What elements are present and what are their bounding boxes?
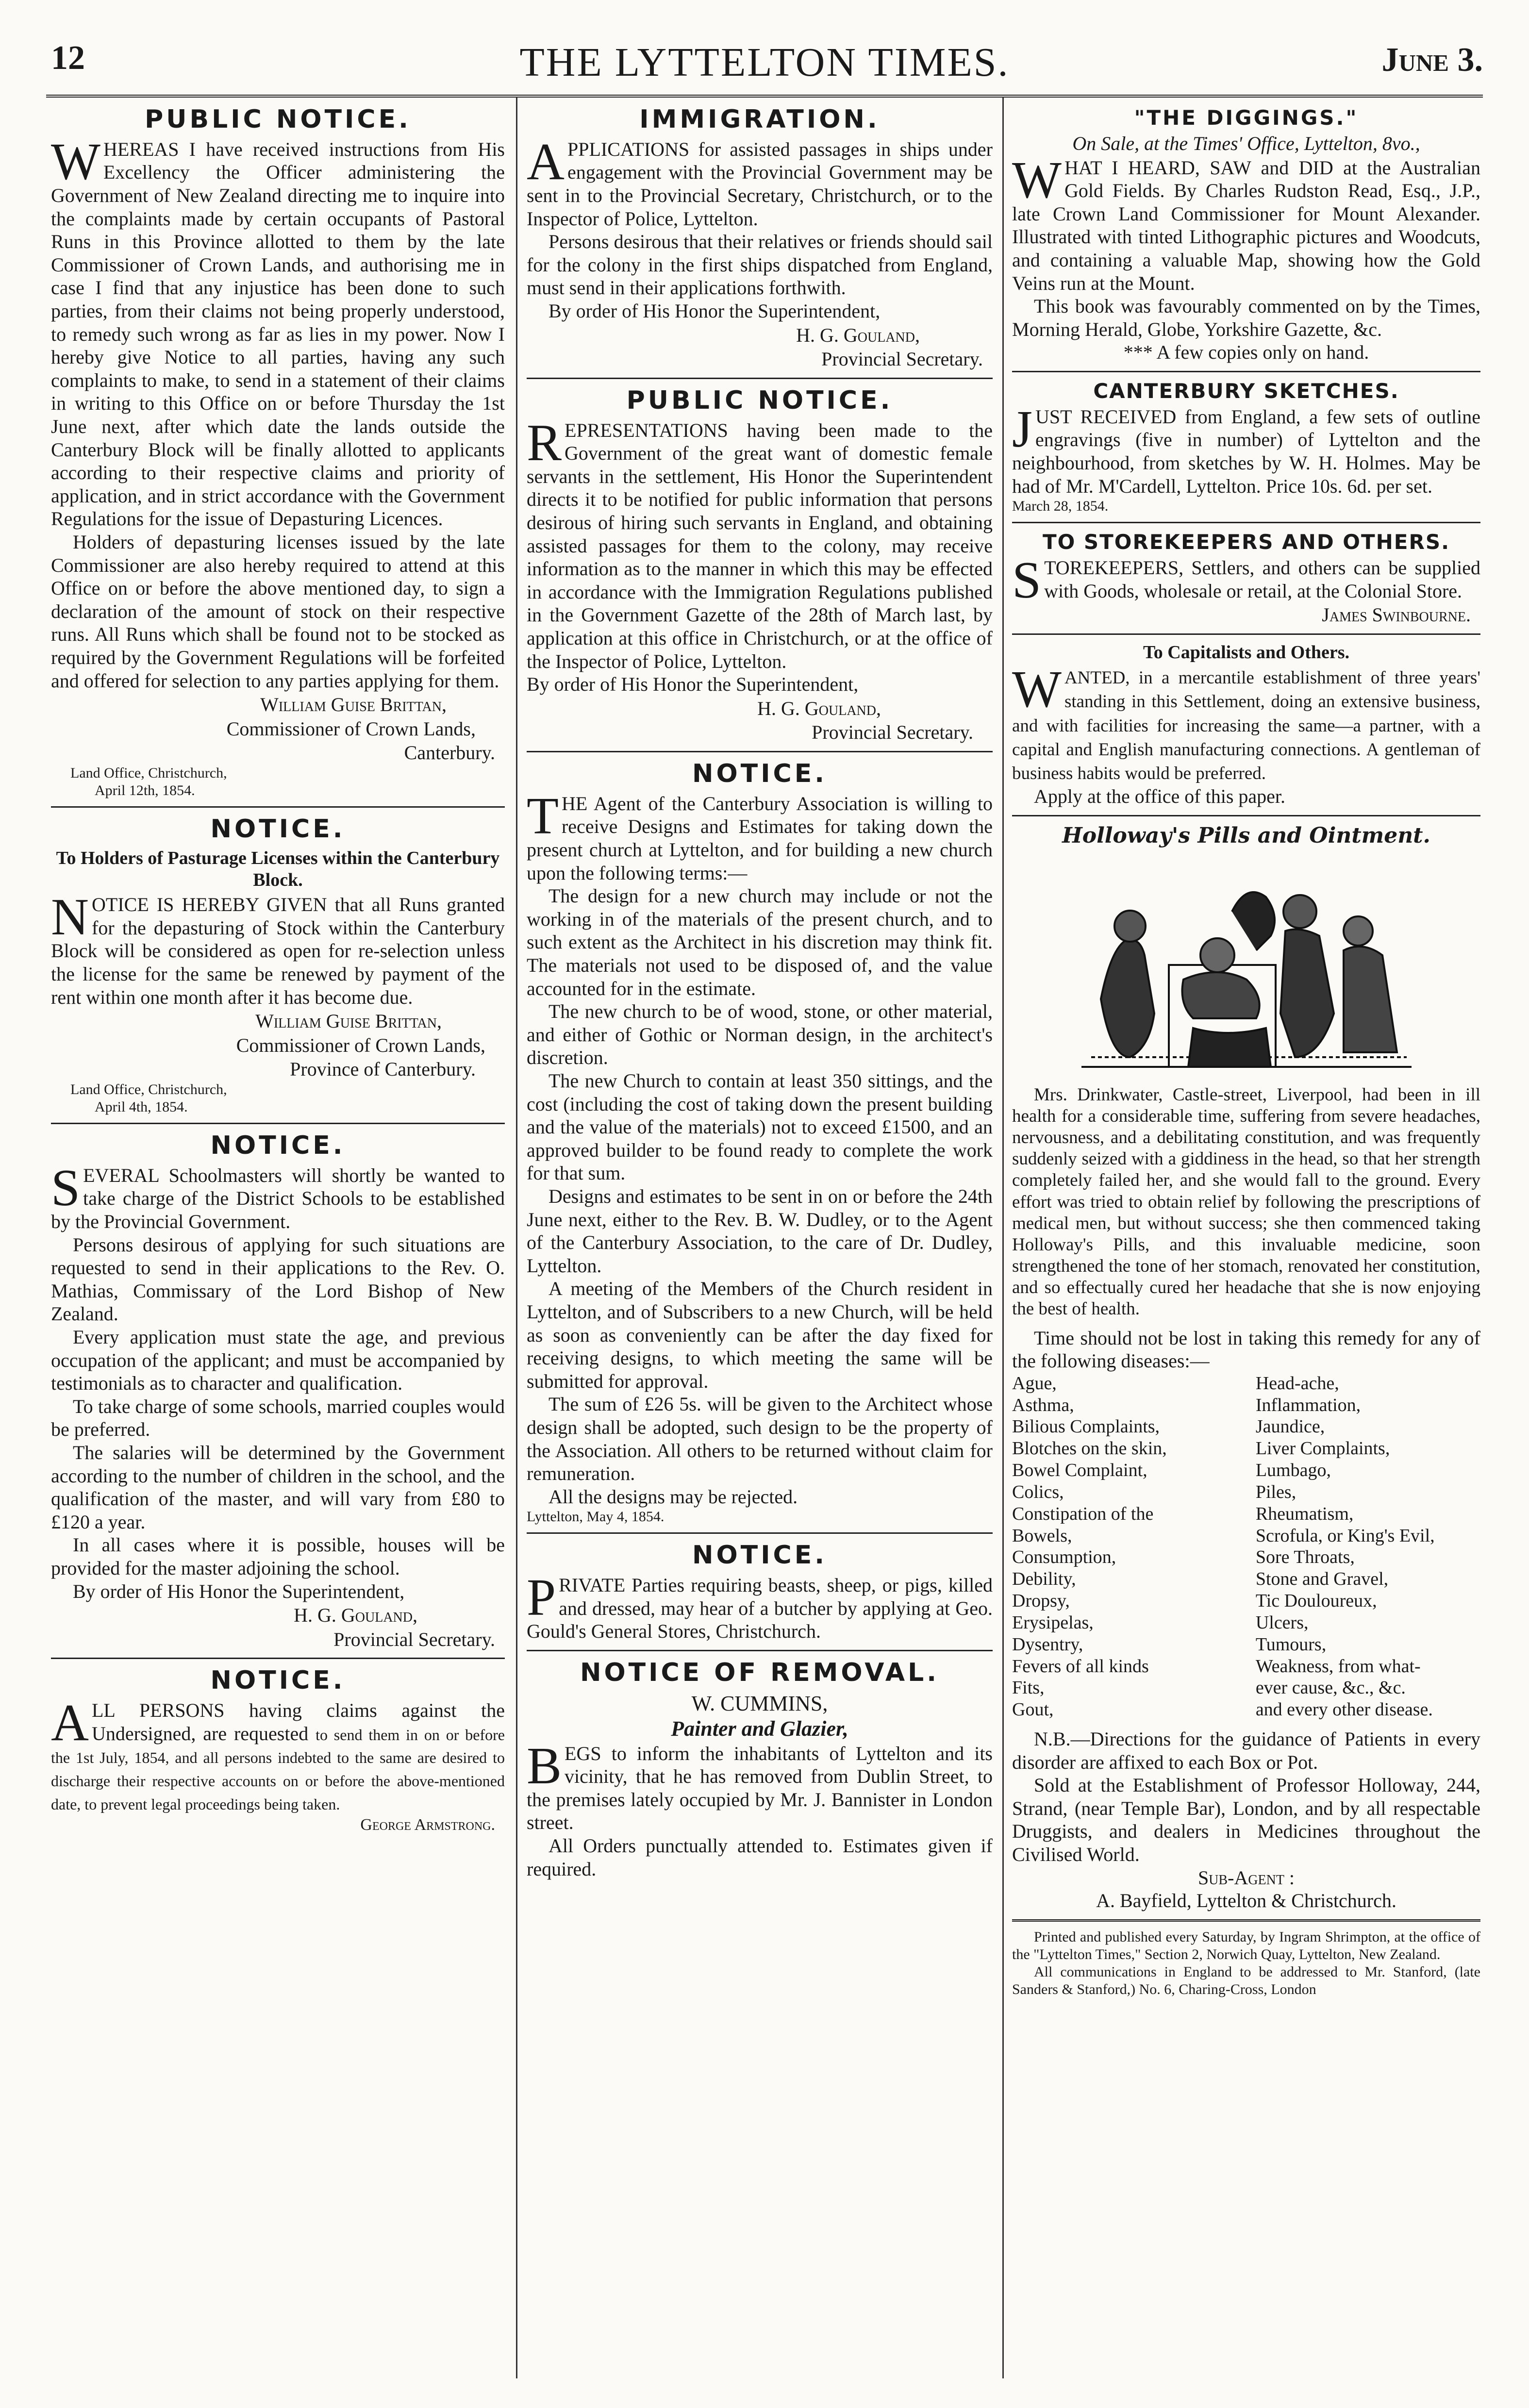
notice-body: UST RECEIVED from England, a few sets of outline engravings (five in number) of Lyttelton and the neighbourhood, from sketches by W. H. Holmes. May be had of Mr. M'Cardell, Lyttelton. Price 10s. 6d. per set.: [1012, 405, 1480, 497]
disease-item: Liver Complaints,: [1255, 1438, 1390, 1459]
drop-cap: N: [51, 888, 89, 947]
notice-heading: To Capitalists and Others.: [1143, 642, 1350, 663]
advertiser-name: W. CUMMINS,: [691, 1691, 828, 1715]
sketches-ad: [1012, 379, 1480, 515]
notice-body: By order of His Honor the Superintendent,: [73, 1580, 405, 1602]
sale-line: On Sale, at the Times' Office, Lyttelton, 8vo.,: [1072, 132, 1420, 154]
column-rule: [1002, 97, 1004, 2378]
separator: [1012, 1919, 1480, 1922]
drop-cap: T: [527, 787, 559, 845]
disease-item: Bilious Complaints,: [1012, 1416, 1160, 1437]
drop-cap: A: [527, 133, 565, 191]
notice-heading: TO STOREKEEPERS AND OTHERS.: [1042, 530, 1450, 554]
notice-heading: PUBLIC NOTICE.: [626, 385, 893, 415]
notice-body: TOREKEEPERS, Settlers, and others can be supplied with Goods, wholesale or retail, at the Colonial Store.: [1044, 557, 1480, 602]
disease-item: Rheumatism,: [1255, 1503, 1354, 1524]
column-middle: [527, 103, 993, 2384]
notice-heading: PUBLIC NOTICE.: [145, 105, 411, 134]
imprint: [1012, 1928, 1480, 1998]
disease-item: Fevers of all kinds: [1012, 1656, 1149, 1677]
immigration-notice: [527, 105, 993, 371]
notice-body: RIVATE Parties requiring beasts, sheep, or pigs, killed and dressed, may hear of a butcher by applying at Geo. Gould's General Stores, Christchurch.: [527, 1574, 993, 1643]
notice-body: HEREAS I have received instructions from His Excellency the Officer administering the Government of New Zealand directing me to inquire into the complaints made by certain occupants of Pastoral Runs in this Province allotted to them by the late Commissioner of Crown Lands, and authorising me in case I find that any injustice has been done to such parties, from their claims not being properly understood, to remedy such wrong as far as lies in my power. Now I hereby give Notice to all parties, having any such complaints to make, to send in a statement of their claims in writing to this Office on or before Thursday the 1st June next, after which date the lands outside the Canterbury Block will be finally allotted to applicants according to their respective claims and priority of application, and in strict accordance with the Government Regulations for the issue of Depasturing Licences.: [51, 138, 505, 530]
signature-name: H. G. Gouland,: [796, 324, 920, 346]
drop-cap: P: [527, 1569, 556, 1627]
date-line: Land Office, Christchurch,: [70, 1081, 227, 1097]
notice-heading: NOTICE.: [210, 1130, 346, 1160]
notice-body: A meeting of the Members of the Church resident in Lyttelton, and of Subscribers to a new Church, will be held as soon as conveniently can be after the day fixed for receiving designs, to which meeting the same will be submitted for approval.: [527, 1278, 993, 1392]
capitalists-ad: [1012, 642, 1480, 808]
notice-heading: NOTICE OF REMOVAL.: [580, 1658, 940, 1687]
disease-item: Piles,: [1255, 1481, 1296, 1502]
separator: [527, 1532, 993, 1534]
separator: [527, 751, 993, 752]
date-line: Lyttelton, May 4, 1854.: [527, 1509, 665, 1525]
separator: [51, 1658, 505, 1659]
signature-name: H. G. Gouland,: [294, 1604, 417, 1627]
notice-body: Persons desirous of applying for such situations are requested to send in their applications to the Rev. O. Mathias, Commissary of the Lord Bishop of New Zealand.: [51, 1233, 505, 1325]
separator: [527, 378, 993, 379]
sub-agent-label: Sub-Agent :: [1197, 1866, 1295, 1889]
advertiser-trade: Painter and Glazier,: [671, 1717, 848, 1741]
notice-heading: Holloway's Pills and Ointment.: [1062, 823, 1430, 848]
notice-body: EGS to inform the inhabitants of Lyttelton and its vicinity, that he has removed from Dublin Street, to the premises lately occupied by Mr. J. Bannister in London street.: [527, 1742, 993, 1834]
signature-title: Commissioner of Crown Lands,: [226, 717, 476, 740]
notice-body: OTICE IS HEREBY GIVEN that all Runs granted for the depasturing of Stock within the Canterbury Block will be considered as open for re-selection unless the license for the same be renewed by payment of the rent within one month after it has become due.: [51, 894, 505, 1008]
disease-item: Fits,: [1012, 1677, 1045, 1698]
notice-heading: "THE DIGGINGS.": [1134, 106, 1359, 130]
column-rule: [516, 97, 517, 2378]
notice-body: The design for a new church may include or not the working in of the materials of the present church, and to such extent as the Architect in his discretion may think fit. The materials not used to be disposed of, and the value accounted for in the estimate.: [527, 885, 993, 999]
notice-body: Every application must state the age, and previous occupation of the applicant; and must be accompanied by testimonials as to character and qualification.: [51, 1326, 505, 1395]
disease-item: Tumours,: [1255, 1634, 1327, 1655]
sub-agent-name: A. Bayfield, Lyttelton & Christchurch.: [1096, 1890, 1396, 1912]
notice-body: The salaries will be determined by the Government according to the number of children in the school, and the qualification of the master, and will vary from £80 to £120 a year.: [51, 1441, 505, 1533]
drop-cap: W: [1012, 151, 1062, 209]
notice-body: N.B.—Directions for the guidance of Patients in every disorder are affixed to each Box or Pot.: [1012, 1728, 1480, 1773]
separator: [1012, 522, 1480, 523]
drop-cap: W: [1012, 661, 1062, 719]
imprint-text: All communications in England to be addressed to Mr. Stanford, (late Sanders & Stanford,) No. 6, Charing-Cross, London: [1012, 1963, 1480, 1997]
notice-body: All the designs may be rejected.: [548, 1485, 798, 1508]
notice-church: [527, 759, 993, 1526]
disease-item: Head-ache,: [1255, 1373, 1339, 1394]
page-number: 12: [51, 39, 85, 77]
notice-body: In all cases where it is possible, houses will be provided for the master adjoining the school.: [51, 1534, 505, 1579]
disease-item: Ulcers,: [1255, 1612, 1309, 1633]
separator: [51, 1123, 505, 1124]
notice-subheading: To Holders of Pasturage Licenses within the Canterbury Block.: [56, 847, 500, 890]
separator: [51, 806, 505, 808]
disease-item: Erysipelas,: [1012, 1612, 1094, 1633]
notice-body: Apply at the office of this paper.: [1034, 785, 1286, 808]
drop-cap: S: [51, 1159, 81, 1217]
disease-list: [1012, 1373, 1480, 1721]
disease-item: Colics,: [1012, 1481, 1064, 1502]
drop-cap: A: [51, 1694, 89, 1752]
notice-heading: NOTICE.: [210, 1666, 346, 1695]
notice-body: By order of His Honor the Superintendent,: [527, 673, 859, 696]
imprint-text: Printed and published every Saturday, by Ingram Shrimpton, at the office of the "Lyttelton Times," Section 2, Norwich Quay, Lyttelton, New Zealand.: [1012, 1928, 1480, 1962]
public-notice-runs: [51, 105, 505, 799]
notice-body: This book was favourably commented on by the Times, Morning Herald, Globe, Yorkshire Gazette, &c.: [1012, 295, 1480, 340]
disease-list-left: [1012, 1373, 1237, 1721]
notice-body: By order of His Honor the Superintendent,: [548, 300, 881, 322]
notice-body: Designs and estimates to be sent in on or before the 24th June next, either to the Rev. B. W. Dudley, or to the Agent of the Canterbury Association, to the care of Dr. Dudley, Lyttelton.: [527, 1185, 993, 1277]
signature-name: James Swinbourne.: [1322, 604, 1471, 626]
notice-body: Sold at the Establishment of Professor Holloway, 244, Strand, (near Temple Bar), London, and by all respectable Druggists, and dealers in Medicines throughout the Civilised World.: [1012, 1774, 1480, 1865]
disease-item: Bowels,: [1012, 1525, 1072, 1546]
drop-cap: B: [527, 1737, 562, 1795]
notice-body: Holders of depasturing licenses issued by the late Commissioner are also hereby required to attend at this Office on or before the above mentioned day, to sign a declaration of the amount of stock on their respective runs. All Runs which shall be found not to be stocked as required by the Government Regulations will be forfeited and offered for selection to any parties applying for them.: [51, 531, 505, 692]
disease-item: Tic Douloureux,: [1255, 1591, 1377, 1611]
notice-heading: IMMIGRATION.: [639, 105, 880, 134]
date-line: March 28, 1854.: [1012, 498, 1109, 515]
disease-item: Bowel Complaint,: [1012, 1460, 1147, 1481]
disease-item: Stone and Gravel,: [1255, 1569, 1389, 1590]
date-line: Land Office, Christchurch,: [70, 764, 227, 781]
notice-body: To take charge of some schools, married couples would be preferred.: [51, 1395, 505, 1441]
notice-body: HAT I HEARD, SAW and DID at the Australian Gold Fields. By Charles Rudston Read, Esq., J.P., late Crown Land Commissioner for Mount Alexander. Illustrated with tinted Lithographic pictures and Woodcuts, and containing a valuable Map, showing how the Gold Veins run at the Mount.: [1012, 156, 1480, 294]
notice-body: The new Church to contain at least 350 sittings, and the cost (including the cost of taking down the present building and the value of the materials) not to exceed £1500, and an approved builder to be found ready to complete the work for that sum.: [527, 1070, 993, 1184]
notice-body-small: to send them in on or before the 1st July, 1854, and all persons indebted to the same are desired to discharge their respective accounts on or before the above-mentioned date, to prevent legal proceedings being taken.: [51, 1726, 505, 1813]
signature-title: Provincial Secretary.: [812, 721, 973, 744]
disease-item: Consumption,: [1012, 1547, 1116, 1568]
disease-item: Jaundice,: [1255, 1416, 1325, 1437]
notice-body: PPLICATIONS for assisted passages in ships under engagement with the Provincial Government may be sent in to the Provincial Secretary, Christchurch, or to the Inspector of Police, Lyttelton.: [527, 138, 993, 230]
disease-item: Debility,: [1012, 1569, 1076, 1590]
signature-name: William Guise Brittan,: [260, 694, 447, 716]
disease-item: Weakness, from what-: [1255, 1656, 1421, 1677]
notice-body: The new church to be of wood, stone, or other material, and either of Gothic or Norman design, in the architect's discretion.: [527, 1000, 993, 1069]
public-notice-servants: [527, 386, 993, 744]
disease-item: Asthma,: [1012, 1395, 1074, 1415]
notice-private: [527, 1541, 993, 1643]
separator: [1012, 633, 1480, 635]
column-left: [51, 103, 505, 2384]
separator: [1012, 815, 1480, 816]
notice-body: EPRESENTATIONS having been made to the Government of the great want of domestic female servants in the settlement, His Honor the Superintendent directs it to be notified for public information that persons desirous of hiring such servants in England, and obtaining assisted passages for them to the colony, may receive information as to the manner in which this may be effected in accordance with the Immigration Regulations published in the Government Gazette of the 28th of March last, by application at this office in Christchurch, or at the office of the Inspector of Police, Lyttelton.: [527, 419, 993, 672]
disease-item: Dysentry,: [1012, 1634, 1083, 1655]
storekeepers-ad: [1012, 530, 1480, 627]
signature-title: Provincial Secretary.: [821, 348, 983, 370]
signature-title: Provincial Secretary.: [333, 1628, 495, 1650]
column-right: [1012, 103, 1480, 2384]
separator: [1012, 371, 1480, 372]
separator: [527, 1650, 993, 1651]
disease-item: Ague,: [1012, 1373, 1057, 1394]
signature-place: Province of Canterbury.: [290, 1058, 476, 1080]
disease-item: and every other disease.: [1255, 1699, 1433, 1720]
notice-heading: NOTICE.: [210, 814, 346, 844]
signature-name: William Guise Brittan,: [255, 1010, 442, 1032]
notice-heading: CANTERBURY SKETCHES.: [1093, 379, 1399, 403]
signature-name: George Armstrong.: [360, 1816, 495, 1834]
notice-body: The sum of £26 5s. will be given to the Architect whose design shall be adopted, such design to be the property of the Association. All others to be returned without claim for remuneration.: [527, 1393, 993, 1485]
signature-place: Canterbury.: [404, 742, 495, 764]
disease-item: Gout,: [1012, 1699, 1054, 1720]
masthead: [46, 39, 1483, 97]
date-line: April 12th, 1854.: [95, 782, 195, 798]
disease-list-right: [1256, 1373, 1480, 1721]
notice-removal: [527, 1658, 993, 1880]
disease-item: Dropsy,: [1012, 1591, 1070, 1611]
notice-body: EVERAL Schoolmasters will shortly be wanted to take charge of the District Schools to be established by the Provincial Government.: [51, 1164, 505, 1233]
newspaper-title: THE LYTTELTON TIMES.: [519, 40, 1010, 85]
woodcut-illustration: [1072, 853, 1421, 1077]
disease-item: Scrofula, or King's Evil,: [1255, 1525, 1435, 1546]
signature-title: Commissioner of Crown Lands,: [236, 1034, 485, 1056]
holloway-ad: [1012, 823, 1480, 1912]
notice-heading: NOTICE.: [692, 1541, 827, 1570]
issue-date: June 3.: [1381, 41, 1483, 79]
masthead-rule: [46, 95, 1483, 98]
disease-item: Sore Throats,: [1255, 1547, 1355, 1568]
date-line: April 4th, 1854.: [95, 1098, 188, 1115]
notice-heading: NOTICE.: [692, 759, 827, 788]
drop-cap: J: [1012, 400, 1033, 458]
drop-cap: S: [1012, 551, 1042, 610]
signature-name: H. G. Gouland,: [757, 697, 881, 719]
diggings-ad: [1012, 106, 1480, 364]
notice-body: LL PERSONS having claims against the Undersigned, are requested: [92, 1699, 505, 1744]
notice-body: HE Agent of the Canterbury Association is willing to receive Designs and Estimates for taking down the present church at Lyttelton, and for building a new church upon the following terms:—: [527, 792, 993, 884]
notice-pasturage: [51, 814, 505, 1116]
drop-cap: W: [51, 133, 100, 191]
notice-body: Persons desirous that their relatives or friends should sail for the colony in the first ships dispatched from England, must send in their applications forthwith.: [527, 231, 993, 299]
disease-item: Lumbago,: [1255, 1460, 1331, 1481]
notice-body: *** A few copies only on hand.: [1123, 341, 1369, 364]
notice-body: ANTED, in a mercantile establishment of three years' standing in this Settlement, doing an extensive business, and with facilities for increasing the same—a partner, with a capital and English manufacturing connections. A gentleman of business habits would be preferred.: [1012, 668, 1480, 784]
disease-item: Blotches on the skin,: [1012, 1438, 1167, 1459]
disease-item: Inflammation,: [1255, 1395, 1361, 1415]
notice-body: All Orders punctually attended to. Estimates given if required.: [527, 1834, 993, 1880]
disease-item: ever cause, &c., &c.: [1255, 1677, 1406, 1698]
notice-body: Time should not be lost in taking this remedy for any of the following diseases:—: [1012, 1327, 1480, 1372]
drop-cap: R: [527, 414, 562, 472]
disease-item: Constipation of the: [1012, 1503, 1154, 1524]
notice-claims: [51, 1666, 505, 1835]
notice-body: Mrs. Drinkwater, Castle-street, Liverpool, had been in ill health for a considerable time, suffering from severe headaches, nervousness, and a debilitating constitution, and was frequently suddenly seized with a giddiness in the head, so that her strength completely failed her, and she would fall to the ground. Every effort was tried to obtain relief by following the prescriptions of medical men, but without success; she then commenced taking Holloway's Pills, and this invaluable medicine, soon strengthened the tone of her stomach, renovated her constitution, and so effectually cured her headache that she is now enjoying the best of health.: [1012, 1085, 1480, 1319]
notice-schoolmasters: [51, 1131, 505, 1651]
